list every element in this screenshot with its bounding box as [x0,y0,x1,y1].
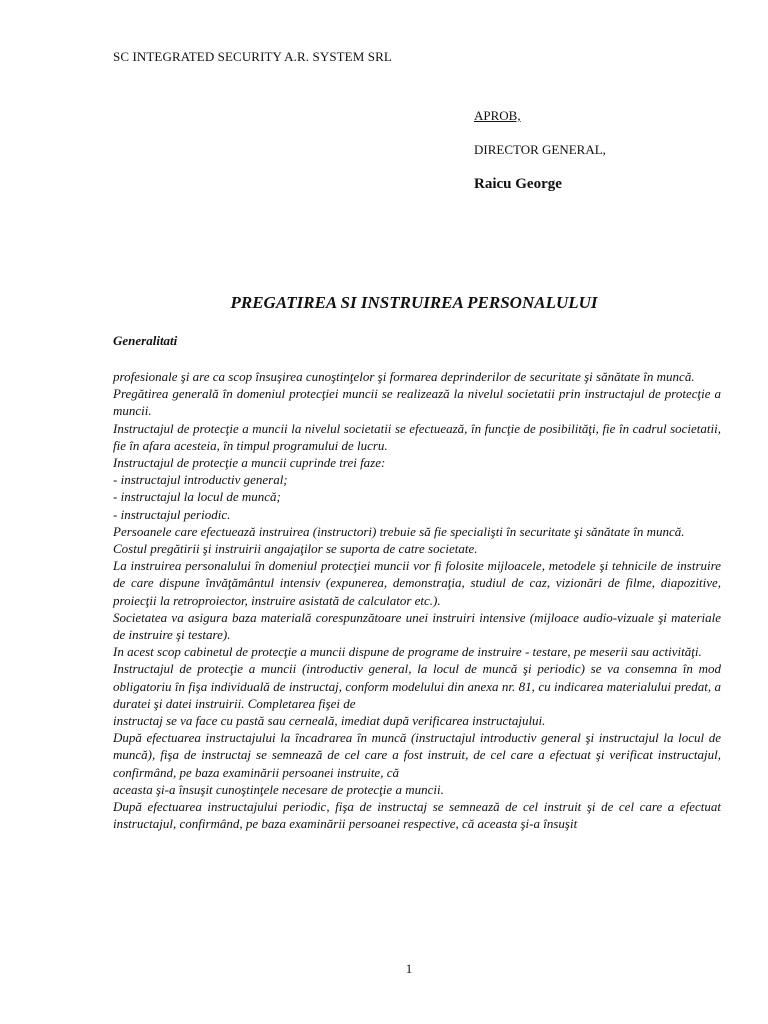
approval-label: APROB, [474,108,521,123]
paragraph: La instruirea personalului în domeniul protecţiei muncii vor fi folosite mijloacele, metodele şi tehnicile de instruire de care dispune învăţământul intensiv (expunerea, demonstraţia, studiul de caz, vizionări de filme, diapozitive, proiecţii la retroproiector, instruire asistată de calculator etc.). [113,558,721,608]
paragraph: Instructajul de protecţie a muncii la nivelul societatii se efectuează, în funcţie de posibilităţi, fie în cadrul societatii, fie în afara acesteia, în timpul programului de lucru. [113,420,721,453]
list-item: - instructajul introductiv general; [113,472,288,488]
paragraph: Costul pregătirii şi instruirii angajaţilor se suporta de catre societate. [113,541,478,557]
paragraph: Instructajul de protecţie a muncii cuprinde trei faze: [113,455,386,471]
paragraph: Pregătirea generală în domeniul protecţiei muncii se realizează la nivelul societatii prin instructajul de protecţie a muncii. [113,386,721,419]
list-item: - instructajul la locul de muncă; [113,489,281,505]
list-item: - instructajul periodic. [113,506,231,522]
paragraph: aceasta şi-a însuşit cunoştinţele necesare de protecţie a muncii. [113,781,444,797]
paragraph: In acest scop cabinetul de protecţie a muncii dispune de programe de instruire - testare, pe meserii sau activităţi. [113,644,702,660]
company-header: SC INTEGRATED SECURITY A.R. SYSTEM SRL [113,49,392,64]
paragraph: instructaj se va face cu pastă sau cerneală, imediat după verificarea instructajului. [113,713,546,729]
paragraph: După efectuarea instructajului periodic, fişa de instructaj se semnează de cel instruit şi de cel care a efectuat instructajul, confirmând, pe baza examinării persoanei respective, că aceasta şi-a însuşit [113,799,721,832]
paragraph: profesionale şi are ca scop însuşirea cunoştinţelor şi formarea deprinderilor de securitate şi sănătate în muncă. [113,369,695,384]
document-body [113,368,721,832]
paragraph: Instructajul de protecţie a muncii (introductiv general, la locul de muncă şi periodic) se va consemna în mod obligatoriu în fişa individuală de instructaj, conform modelului din anexa nr. 81, cu indicarea materialului predat, a duratei şi datei instruirii. Completarea fişei de [113,661,721,711]
paragraph: După efectuarea instructajului la încadrarea în muncă (instructajul introductiv general şi instructajul la locul de muncă), fişa de instructaj se semnează de cel care a fost instruit, de cel care a efectuat şi verificat instructajul, confirmând, pe baza examinării persoanei instruite, că [113,730,721,780]
approval-block [474,107,606,193]
document-title: PREGATIREA SI INSTRUIREA PERSONALULUI [230,293,598,312]
paragraph: Persoanele care efectuează instruirea (instructori) trebuie să fie specialişti în securitate şi sănătate în muncă. [113,523,685,539]
paragraph: Societatea va asigura baza materială corespunzătoare unei instruiri intensive (mijloace audio-vizuale şi materiale de instruire şi testare). [113,609,721,643]
approval-role: DIRECTOR GENERAL, [474,142,606,157]
page-number: 1 [405,961,413,976]
approval-person: Raicu George [474,176,562,192]
section-heading: Generalitati [113,333,178,348]
